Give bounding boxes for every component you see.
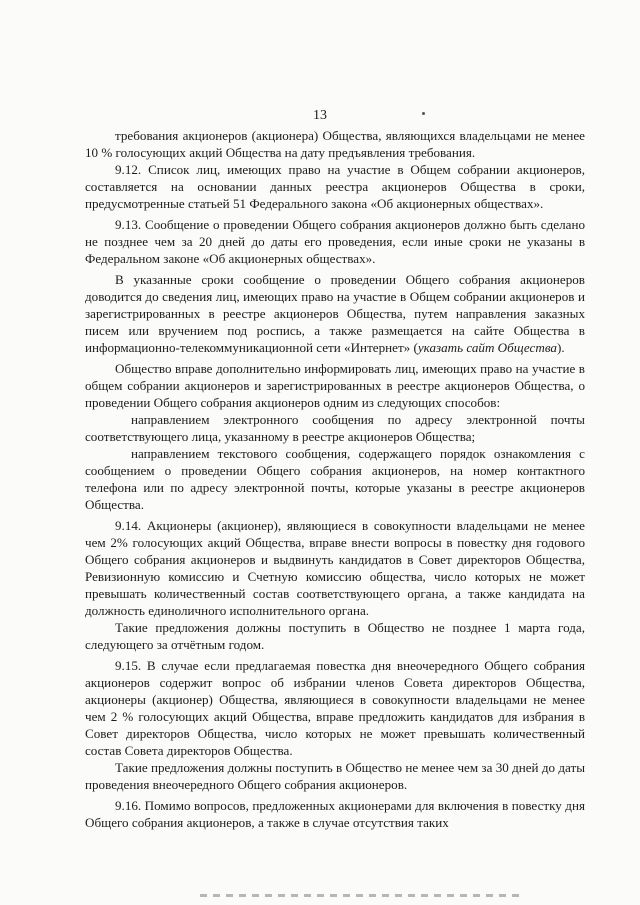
notice-tail: ). bbox=[556, 340, 565, 355]
paragraph-group-1 bbox=[85, 127, 585, 267]
scan-speck bbox=[422, 112, 425, 115]
paragraph: 9.15. В случае если предлагаемая повестка дня внеочередного Общего собрания акционеров содержит вопрос об избрании членов Совета директоров Общества, акционеры (акционер) Общества, являющиеся в совокупности владельцами не менее чем 2 % голосующих акций Общества, вправе предложить кандидатов для избрания в Совет директоров Общества, число которых не может превышать количественный состав Совета директоров Общества. bbox=[85, 658, 585, 758]
page-number: 13 bbox=[313, 108, 327, 123]
paragraph: направлением текстового сообщения, содержащего порядок ознакомления с сообщением о проведении Общего собрания акционеров, на номер контактного телефона или по адресу электронной почты, которые указаны в реестре акционеров Общества. bbox=[85, 446, 585, 512]
paragraph: 9.16. Помимо вопросов, предложенных акционерами для включения в повестку дня Общего собрания акционеров, а также в случае отсутствия таких bbox=[85, 798, 585, 830]
document-body bbox=[85, 127, 585, 831]
notice-site-placeholder: указать сайт Общества bbox=[417, 340, 557, 355]
paragraph: 9.14. Акционеры (акционер), являющиеся в совокупности владельцами не менее чем 2% голосующих акций Общества, вправе внести вопросы в повестку дня годового Общего собрания акционеров и выдвинуть кандидатов в Совет директоров Общества, Ревизионную комиссию и Счетную комиссию общества, число которых не может превышать количественный состав соответствующего органа, а также кандидата на должность единоличного исполнительного органа. bbox=[85, 518, 585, 618]
paragraph: направлением электронного сообщения по адресу электронной почты соответствующего лица, указанному в реестре акционеров Общества; bbox=[85, 412, 585, 444]
paragraph: Общество вправе дополнительно информировать лиц, имеющих право на участие в общем собрании акционеров и зарегистрированных в реестре акционеров Общества, о проведении Общего собрания акционеров одним из следующих способов: bbox=[85, 361, 585, 410]
paragraph: Такие предложения должны поступить в Общество не менее чем за 30 дней до даты проведения внеочередного Общего собрания акционеров. bbox=[85, 760, 585, 792]
notice-text: В указанные сроки сообщение о проведении Общего собрания акционеров доводится до сведения лиц, имеющих право на участие в Общем собрании акционеров и зарегистрированных в реестре акционеров Общества, путем направления заказных писем или вручением под роспись, а также размещается на сайте Общества в информационно-телекоммуникационной сети «Интернет» ( bbox=[85, 272, 585, 355]
paragraph-group-2 bbox=[85, 360, 585, 831]
paragraph-notice-methods bbox=[85, 271, 585, 356]
paragraph: 9.13. Сообщение о проведении Общего собрания акционеров должно быть сделано не позднее чем за 20 дней до даты его проведения, если иные сроки не указаны в Федеральном законе «Об акционерных обществах». bbox=[85, 217, 585, 266]
paragraph: требования акционеров (акционера) Общества, являющихся владельцами не менее 10 % голосующих акций Общества на дату предъявления требования. bbox=[85, 128, 585, 160]
paragraph: Такие предложения должны поступить в Общество не позднее 1 марта года, следующего за отчётным годом. bbox=[85, 620, 585, 652]
scan-footer-noise bbox=[200, 894, 520, 897]
paragraph: 9.12. Список лиц, имеющих право на участие в Общем собрании акционеров, составляется на основании данных реестра акционеров Общества в сроки, предусмотренные статьей 51 Федерального закона «Об акционерных обществах». bbox=[85, 162, 585, 211]
